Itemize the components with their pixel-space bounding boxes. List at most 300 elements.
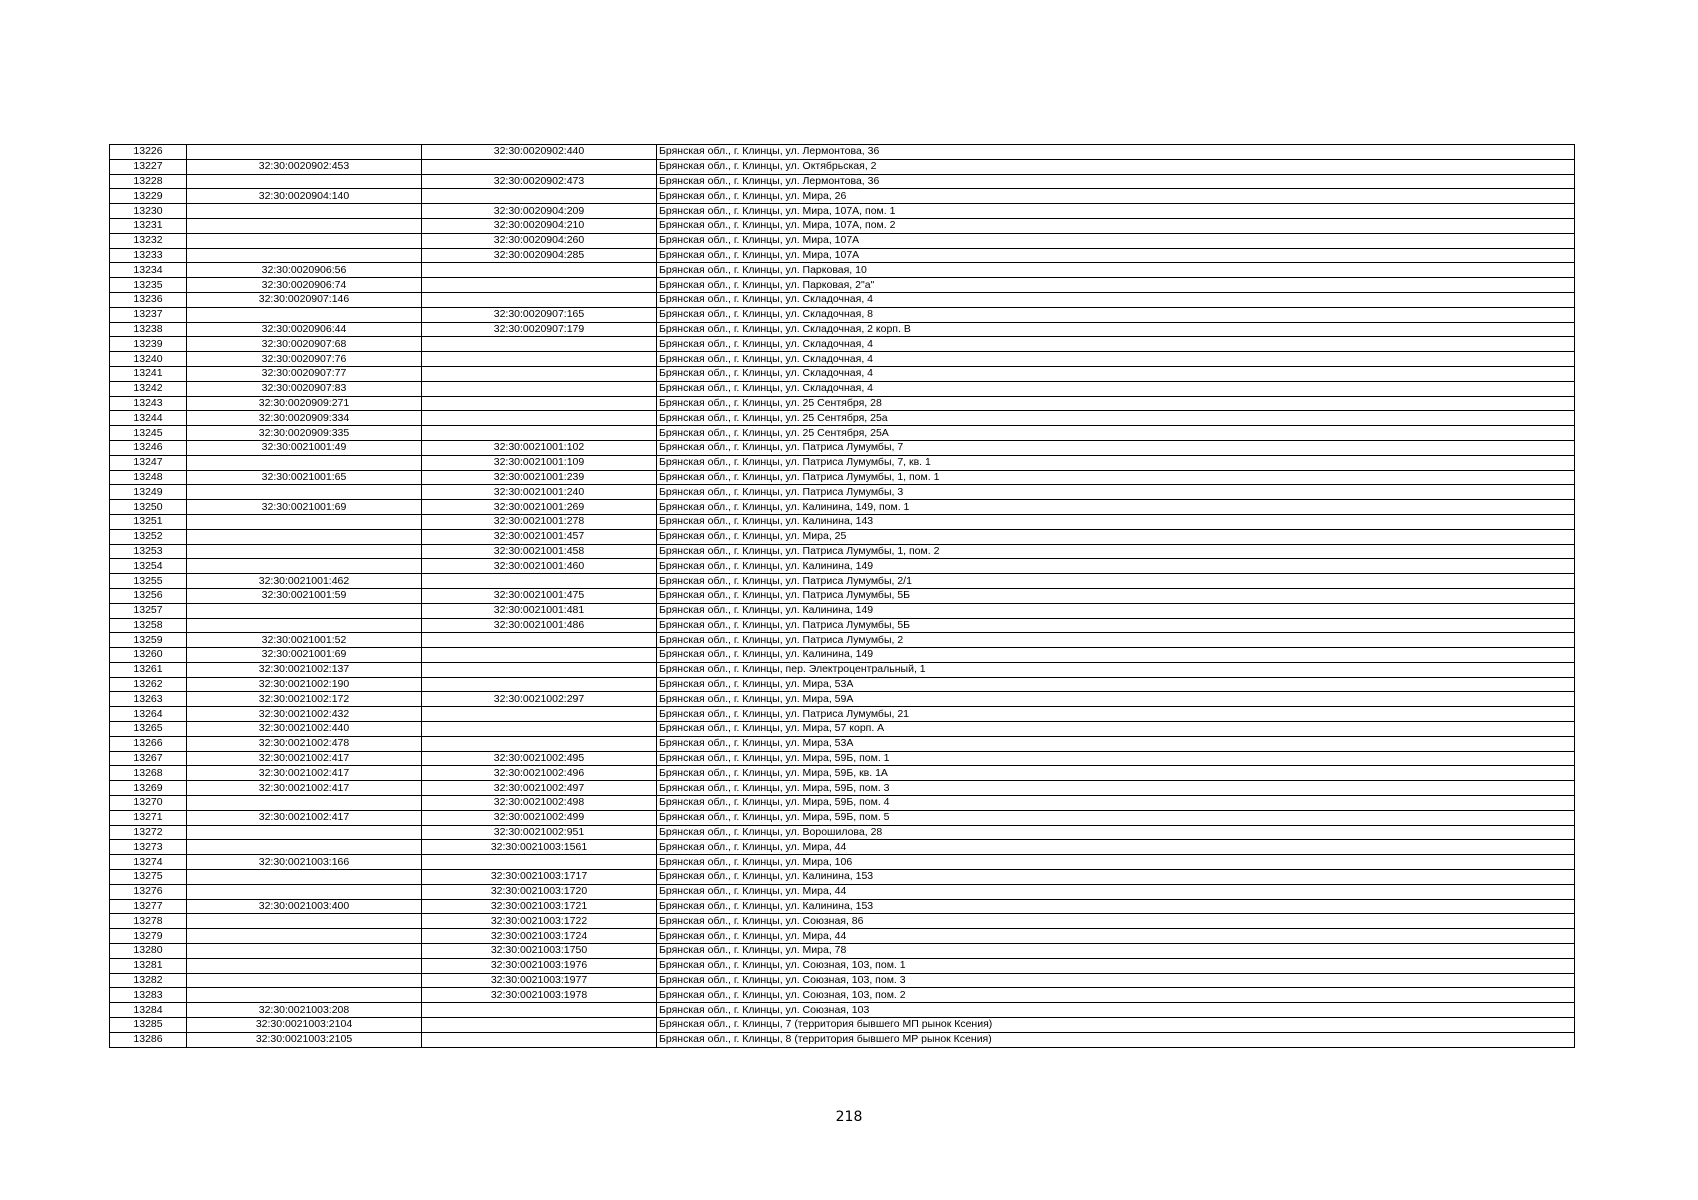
table-row xyxy=(110,204,1575,219)
building-cadastral-number-cell: 32:30:0020904:260 xyxy=(422,233,657,248)
table-row xyxy=(110,662,1575,677)
address-cell: Брянская обл., г. Клинцы, ул. Мира, 107А, пом. 2 xyxy=(657,218,1575,233)
address-cell: Брянская обл., г. Клинцы, ул. Мира, 107А xyxy=(657,233,1575,248)
address-cell: Брянская обл., г. Клинцы, ул. Мира, 107А, пом. 1 xyxy=(657,204,1575,219)
land-cadastral-number-cell: 32:30:0021001:69 xyxy=(187,648,422,663)
land-cadastral-number-cell: 32:30:0020904:140 xyxy=(187,189,422,204)
address-cell: Брянская обл., г. Клинцы, 7 (территория бывшего МП рынок Ксения) xyxy=(657,1018,1575,1033)
row-number-cell: 13249 xyxy=(110,485,187,500)
building-cadastral-number-cell: 32:30:0021001:460 xyxy=(422,559,657,574)
address-cell: Брянская обл., г. Клинцы, ул. 25 Сентября, 28 xyxy=(657,396,1575,411)
building-cadastral-number-cell: 32:30:0021001:475 xyxy=(422,588,657,603)
address-cell: Брянская обл., г. Клинцы, ул. Патриса Лумумбы, 7 xyxy=(657,440,1575,455)
land-cadastral-number-cell: 32:30:0020909:271 xyxy=(187,396,422,411)
table-row xyxy=(110,633,1575,648)
row-number-cell: 13276 xyxy=(110,884,187,899)
row-number-cell: 13261 xyxy=(110,662,187,677)
row-number-cell: 13228 xyxy=(110,174,187,189)
address-cell: Брянская обл., г. Клинцы, ул. Мира, 53А xyxy=(657,677,1575,692)
table-row xyxy=(110,233,1575,248)
row-number-cell: 13233 xyxy=(110,248,187,263)
table-row xyxy=(110,751,1575,766)
building-cadastral-number-cell: 32:30:0021001:481 xyxy=(422,603,657,618)
building-cadastral-number-cell xyxy=(422,1003,657,1018)
table-row xyxy=(110,884,1575,899)
row-number-cell: 13280 xyxy=(110,944,187,959)
row-number-cell: 13253 xyxy=(110,544,187,559)
address-cell: Брянская обл., г. Клинцы, ул. Мира, 106 xyxy=(657,855,1575,870)
table-row xyxy=(110,958,1575,973)
building-cadastral-number-cell: 32:30:0020904:209 xyxy=(422,204,657,219)
building-cadastral-number-cell: 32:30:0020904:210 xyxy=(422,218,657,233)
table-row xyxy=(110,722,1575,737)
table-row xyxy=(110,973,1575,988)
land-cadastral-number-cell xyxy=(187,796,422,811)
land-cadastral-number-cell: 32:30:0020907:77 xyxy=(187,366,422,381)
land-cadastral-number-cell: 32:30:0021002:190 xyxy=(187,677,422,692)
address-cell: Брянская обл., г. Клинцы, ул. Лермонтова, 36 xyxy=(657,145,1575,160)
address-cell: Брянская обл., г. Клинцы, ул. Лермонтова, 36 xyxy=(657,174,1575,189)
land-cadastral-number-cell xyxy=(187,145,422,160)
table-row xyxy=(110,485,1575,500)
table-row xyxy=(110,855,1575,870)
table-row xyxy=(110,677,1575,692)
land-cadastral-number-cell: 32:30:0021001:69 xyxy=(187,500,422,515)
building-cadastral-number-cell xyxy=(422,1018,657,1033)
address-cell: Брянская обл., г. Клинцы, ул. Патриса Лумумбы, 1, пом. 2 xyxy=(657,544,1575,559)
address-cell: Брянская обл., г. Клинцы, ул. Мира, 59А xyxy=(657,692,1575,707)
land-cadastral-number-cell: 32:30:0021002:137 xyxy=(187,662,422,677)
table-row xyxy=(110,914,1575,929)
building-cadastral-number-cell xyxy=(422,648,657,663)
address-cell: Брянская обл., г. Клинцы, ул. Калинина, 149 xyxy=(657,559,1575,574)
row-number-cell: 13271 xyxy=(110,810,187,825)
address-cell: Брянская обл., г. Клинцы, ул. Складочная, 4 xyxy=(657,292,1575,307)
address-cell: Брянская обл., г. Клинцы, ул. 25 Сентября, 25А xyxy=(657,426,1575,441)
row-number-cell: 13269 xyxy=(110,781,187,796)
address-cell: Брянская обл., г. Клинцы, ул. Патриса Лумумбы, 7, кв. 1 xyxy=(657,455,1575,470)
building-cadastral-number-cell xyxy=(422,337,657,352)
building-cadastral-number-cell: 32:30:0021003:1721 xyxy=(422,899,657,914)
table-row xyxy=(110,381,1575,396)
land-cadastral-number-cell: 32:30:0021002:432 xyxy=(187,707,422,722)
building-cadastral-number-cell: 32:30:0021002:498 xyxy=(422,796,657,811)
table-row xyxy=(110,426,1575,441)
land-cadastral-number-cell: 32:30:0021003:400 xyxy=(187,899,422,914)
building-cadastral-number-cell: 32:30:0021003:1724 xyxy=(422,929,657,944)
row-number-cell: 13282 xyxy=(110,973,187,988)
table-row xyxy=(110,692,1575,707)
building-cadastral-number-cell: 32:30:0021002:499 xyxy=(422,810,657,825)
building-cadastral-number-cell: 32:30:0021001:486 xyxy=(422,618,657,633)
address-cell: Брянская обл., г. Клинцы, ул. Мира, 59Б, пом. 1 xyxy=(657,751,1575,766)
land-cadastral-number-cell: 32:30:0021002:417 xyxy=(187,810,422,825)
building-cadastral-number-cell: 32:30:0021001:457 xyxy=(422,529,657,544)
address-cell: Брянская обл., г. Клинцы, ул. Калинина, 149 xyxy=(657,603,1575,618)
table-row xyxy=(110,322,1575,337)
row-number-cell: 13270 xyxy=(110,796,187,811)
table-row xyxy=(110,870,1575,885)
building-cadastral-number-cell: 32:30:0020907:165 xyxy=(422,307,657,322)
address-cell: Брянская обл., г. Клинцы, ул. Патриса Лумумбы, 3 xyxy=(657,485,1575,500)
land-cadastral-number-cell xyxy=(187,218,422,233)
address-cell: Брянская обл., г. Клинцы, ул. Мира, 107А xyxy=(657,248,1575,263)
building-cadastral-number-cell: 32:30:0020904:285 xyxy=(422,248,657,263)
row-number-cell: 13278 xyxy=(110,914,187,929)
address-cell: Брянская обл., г. Клинцы, ул. Мира, 44 xyxy=(657,929,1575,944)
address-cell: Брянская обл., г. Клинцы, пер. Электроцентральный, 1 xyxy=(657,662,1575,677)
land-cadastral-number-cell: 32:30:0020906:56 xyxy=(187,263,422,278)
address-cell: Брянская обл., г. Клинцы, ул. Мира, 44 xyxy=(657,840,1575,855)
land-cadastral-number-cell: 32:30:0021002:417 xyxy=(187,766,422,781)
land-cadastral-number-cell: 32:30:0021002:440 xyxy=(187,722,422,737)
building-cadastral-number-cell: 32:30:0021003:1717 xyxy=(422,870,657,885)
table-row xyxy=(110,470,1575,485)
row-number-cell: 13283 xyxy=(110,988,187,1003)
land-cadastral-number-cell xyxy=(187,958,422,973)
table-row xyxy=(110,766,1575,781)
building-cadastral-number-cell: 32:30:0021003:1722 xyxy=(422,914,657,929)
table-row xyxy=(110,366,1575,381)
row-number-cell: 13231 xyxy=(110,218,187,233)
address-cell: Брянская обл., г. Клинцы, 8 (территория бывшего МР рынок Ксения) xyxy=(657,1032,1575,1047)
table-row xyxy=(110,248,1575,263)
building-cadastral-number-cell: 32:30:0021002:497 xyxy=(422,781,657,796)
cadastral-registry-table xyxy=(109,144,1575,1048)
table-row xyxy=(110,263,1575,278)
building-cadastral-number-cell: 32:30:0021001:109 xyxy=(422,455,657,470)
land-cadastral-number-cell xyxy=(187,514,422,529)
row-number-cell: 13246 xyxy=(110,440,187,455)
table-row xyxy=(110,529,1575,544)
row-number-cell: 13243 xyxy=(110,396,187,411)
building-cadastral-number-cell xyxy=(422,278,657,293)
address-cell: Брянская обл., г. Клинцы, ул. Складочная, 4 xyxy=(657,352,1575,367)
row-number-cell: 13275 xyxy=(110,870,187,885)
building-cadastral-number-cell: 32:30:0021002:496 xyxy=(422,766,657,781)
address-cell: Брянская обл., г. Клинцы, ул. Патриса Лумумбы, 21 xyxy=(657,707,1575,722)
row-number-cell: 13284 xyxy=(110,1003,187,1018)
row-number-cell: 13241 xyxy=(110,366,187,381)
table-row xyxy=(110,825,1575,840)
table-row xyxy=(110,574,1575,589)
table-row xyxy=(110,189,1575,204)
table-row xyxy=(110,1018,1575,1033)
row-number-cell: 13229 xyxy=(110,189,187,204)
table-row xyxy=(110,899,1575,914)
table-row xyxy=(110,514,1575,529)
land-cadastral-number-cell: 32:30:0020902:453 xyxy=(187,159,422,174)
row-number-cell: 13285 xyxy=(110,1018,187,1033)
table-row xyxy=(110,145,1575,160)
land-cadastral-number-cell xyxy=(187,840,422,855)
row-number-cell: 13234 xyxy=(110,263,187,278)
table-row xyxy=(110,411,1575,426)
building-cadastral-number-cell: 32:30:0021001:458 xyxy=(422,544,657,559)
table-row xyxy=(110,1032,1575,1047)
address-cell: Брянская обл., г. Клинцы, ул. Мира, 59Б, кв. 1А xyxy=(657,766,1575,781)
table-row xyxy=(110,559,1575,574)
table-row xyxy=(110,159,1575,174)
table-row xyxy=(110,278,1575,293)
address-cell: Брянская обл., г. Клинцы, ул. Союзная, 103, пом. 1 xyxy=(657,958,1575,973)
building-cadastral-number-cell: 32:30:0021001:102 xyxy=(422,440,657,455)
row-number-cell: 13260 xyxy=(110,648,187,663)
row-number-cell: 13250 xyxy=(110,500,187,515)
land-cadastral-number-cell xyxy=(187,233,422,248)
row-number-cell: 13236 xyxy=(110,292,187,307)
land-cadastral-number-cell xyxy=(187,248,422,263)
address-cell: Брянская обл., г. Клинцы, ул. 25 Сентября, 25а xyxy=(657,411,1575,426)
table-row xyxy=(110,500,1575,515)
row-number-cell: 13240 xyxy=(110,352,187,367)
address-cell: Брянская обл., г. Клинцы, ул. Мира, 44 xyxy=(657,884,1575,899)
building-cadastral-number-cell: 32:30:0021003:1978 xyxy=(422,988,657,1003)
table-row xyxy=(110,544,1575,559)
address-cell: Брянская обл., г. Клинцы, ул. Парковая, 2"а" xyxy=(657,278,1575,293)
building-cadastral-number-cell: 32:30:0021003:1976 xyxy=(422,958,657,973)
row-number-cell: 13262 xyxy=(110,677,187,692)
address-cell: Брянская обл., г. Клинцы, ул. Октябрьская, 2 xyxy=(657,159,1575,174)
land-cadastral-number-cell: 32:30:0021001:59 xyxy=(187,588,422,603)
table-row xyxy=(110,1003,1575,1018)
row-number-cell: 13226 xyxy=(110,145,187,160)
table-row xyxy=(110,707,1575,722)
land-cadastral-number-cell xyxy=(187,988,422,1003)
row-number-cell: 13252 xyxy=(110,529,187,544)
land-cadastral-number-cell: 32:30:0020907:146 xyxy=(187,292,422,307)
address-cell: Брянская обл., г. Клинцы, ул. Патриса Лумумбы, 5Б xyxy=(657,588,1575,603)
building-cadastral-number-cell: 32:30:0021003:1977 xyxy=(422,973,657,988)
table-row xyxy=(110,603,1575,618)
land-cadastral-number-cell: 32:30:0021003:2105 xyxy=(187,1032,422,1047)
building-cadastral-number-cell: 32:30:0021002:297 xyxy=(422,692,657,707)
land-cadastral-number-cell xyxy=(187,307,422,322)
land-cadastral-number-cell xyxy=(187,174,422,189)
page-number: 218 xyxy=(835,1109,863,1125)
building-cadastral-number-cell: 32:30:0021001:269 xyxy=(422,500,657,515)
table-row xyxy=(110,588,1575,603)
building-cadastral-number-cell xyxy=(422,736,657,751)
table-row xyxy=(110,396,1575,411)
building-cadastral-number-cell: 32:30:0021001:240 xyxy=(422,485,657,500)
row-number-cell: 13274 xyxy=(110,855,187,870)
land-cadastral-number-cell: 32:30:0021001:52 xyxy=(187,633,422,648)
address-cell: Брянская обл., г. Клинцы, ул. Мира, 78 xyxy=(657,944,1575,959)
row-number-cell: 13259 xyxy=(110,633,187,648)
building-cadastral-number-cell xyxy=(422,633,657,648)
address-cell: Брянская обл., г. Клинцы, ул. Складочная, 4 xyxy=(657,381,1575,396)
building-cadastral-number-cell: 32:30:0020902:440 xyxy=(422,145,657,160)
table-row xyxy=(110,796,1575,811)
row-number-cell: 13227 xyxy=(110,159,187,174)
address-cell: Брянская обл., г. Клинцы, ул. Складочная, 4 xyxy=(657,366,1575,381)
row-number-cell: 13248 xyxy=(110,470,187,485)
address-cell: Брянская обл., г. Клинцы, ул. Мира, 53А xyxy=(657,736,1575,751)
land-cadastral-number-cell xyxy=(187,559,422,574)
registry-table-body xyxy=(110,145,1575,1048)
table-row xyxy=(110,840,1575,855)
table-row xyxy=(110,944,1575,959)
building-cadastral-number-cell xyxy=(422,1032,657,1047)
row-number-cell: 13237 xyxy=(110,307,187,322)
building-cadastral-number-cell xyxy=(422,707,657,722)
table-row xyxy=(110,618,1575,633)
building-cadastral-number-cell xyxy=(422,381,657,396)
table-row xyxy=(110,736,1575,751)
row-number-cell: 13245 xyxy=(110,426,187,441)
row-number-cell: 13264 xyxy=(110,707,187,722)
address-cell: Брянская обл., г. Клинцы, ул. Складочная, 2 корп. В xyxy=(657,322,1575,337)
building-cadastral-number-cell: 32:30:0020902:473 xyxy=(422,174,657,189)
building-cadastral-number-cell xyxy=(422,662,657,677)
land-cadastral-number-cell xyxy=(187,884,422,899)
land-cadastral-number-cell xyxy=(187,944,422,959)
row-number-cell: 13273 xyxy=(110,840,187,855)
table-row xyxy=(110,337,1575,352)
land-cadastral-number-cell: 32:30:0021002:417 xyxy=(187,781,422,796)
row-number-cell: 13257 xyxy=(110,603,187,618)
building-cadastral-number-cell xyxy=(422,677,657,692)
building-cadastral-number-cell: 32:30:0021002:951 xyxy=(422,825,657,840)
land-cadastral-number-cell: 32:30:0021001:49 xyxy=(187,440,422,455)
address-cell: Брянская обл., г. Клинцы, ул. Складочная, 8 xyxy=(657,307,1575,322)
address-cell: Брянская обл., г. Клинцы, ул. Мира, 59Б, пом. 3 xyxy=(657,781,1575,796)
address-cell: Брянская обл., г. Клинцы, ул. Мира, 59Б, пом. 5 xyxy=(657,810,1575,825)
address-cell: Брянская обл., г. Клинцы, ул. Союзная, 86 xyxy=(657,914,1575,929)
row-number-cell: 13268 xyxy=(110,766,187,781)
address-cell: Брянская обл., г. Клинцы, ул. Калинина, 143 xyxy=(657,514,1575,529)
address-cell: Брянская обл., г. Клинцы, ул. Складочная, 4 xyxy=(657,337,1575,352)
table-row xyxy=(110,174,1575,189)
land-cadastral-number-cell: 32:30:0021003:166 xyxy=(187,855,422,870)
land-cadastral-number-cell: 32:30:0021003:208 xyxy=(187,1003,422,1018)
building-cadastral-number-cell xyxy=(422,396,657,411)
table-row xyxy=(110,218,1575,233)
land-cadastral-number-cell xyxy=(187,485,422,500)
row-number-cell: 13267 xyxy=(110,751,187,766)
building-cadastral-number-cell: 32:30:0021003:1720 xyxy=(422,884,657,899)
building-cadastral-number-cell xyxy=(422,426,657,441)
building-cadastral-number-cell: 32:30:0021003:1561 xyxy=(422,840,657,855)
building-cadastral-number-cell: 32:30:0021003:1750 xyxy=(422,944,657,959)
land-cadastral-number-cell xyxy=(187,914,422,929)
land-cadastral-number-cell: 32:30:0020909:335 xyxy=(187,426,422,441)
building-cadastral-number-cell xyxy=(422,159,657,174)
address-cell: Брянская обл., г. Клинцы, ул. Калинина, 149 xyxy=(657,648,1575,663)
address-cell: Брянская обл., г. Клинцы, ул. Патриса Лумумбы, 2/1 xyxy=(657,574,1575,589)
row-number-cell: 13258 xyxy=(110,618,187,633)
land-cadastral-number-cell xyxy=(187,870,422,885)
land-cadastral-number-cell xyxy=(187,929,422,944)
building-cadastral-number-cell xyxy=(422,574,657,589)
row-number-cell: 13263 xyxy=(110,692,187,707)
row-number-cell: 13251 xyxy=(110,514,187,529)
land-cadastral-number-cell xyxy=(187,618,422,633)
address-cell: Брянская обл., г. Клинцы, ул. Союзная, 103 xyxy=(657,1003,1575,1018)
land-cadastral-number-cell: 32:30:0021001:462 xyxy=(187,574,422,589)
row-number-cell: 13247 xyxy=(110,455,187,470)
address-cell: Брянская обл., г. Клинцы, ул. Патриса Лумумбы, 2 xyxy=(657,633,1575,648)
row-number-cell: 13272 xyxy=(110,825,187,840)
building-cadastral-number-cell xyxy=(422,855,657,870)
land-cadastral-number-cell: 32:30:0020907:68 xyxy=(187,337,422,352)
address-cell: Брянская обл., г. Клинцы, ул. Мира, 57 корп. А xyxy=(657,722,1575,737)
building-cadastral-number-cell: 32:30:0021002:495 xyxy=(422,751,657,766)
row-number-cell: 13286 xyxy=(110,1032,187,1047)
address-cell: Брянская обл., г. Клинцы, ул. Мира, 26 xyxy=(657,189,1575,204)
building-cadastral-number-cell xyxy=(422,292,657,307)
row-number-cell: 13239 xyxy=(110,337,187,352)
row-number-cell: 13256 xyxy=(110,588,187,603)
address-cell: Брянская обл., г. Клинцы, ул. Парковая, 10 xyxy=(657,263,1575,278)
row-number-cell: 13281 xyxy=(110,958,187,973)
land-cadastral-number-cell xyxy=(187,204,422,219)
land-cadastral-number-cell: 32:30:0021002:172 xyxy=(187,692,422,707)
address-cell: Брянская обл., г. Клинцы, ул. Мира, 59Б, пом. 4 xyxy=(657,796,1575,811)
building-cadastral-number-cell xyxy=(422,352,657,367)
address-cell: Брянская обл., г. Клинцы, ул. Патриса Лумумбы, 5Б xyxy=(657,618,1575,633)
table-row xyxy=(110,648,1575,663)
table-row xyxy=(110,810,1575,825)
table-row xyxy=(110,440,1575,455)
building-cadastral-number-cell xyxy=(422,722,657,737)
land-cadastral-number-cell: 32:30:0020909:334 xyxy=(187,411,422,426)
land-cadastral-number-cell xyxy=(187,544,422,559)
address-cell: Брянская обл., г. Клинцы, ул. Ворошилова, 28 xyxy=(657,825,1575,840)
row-number-cell: 13232 xyxy=(110,233,187,248)
table-row xyxy=(110,929,1575,944)
building-cadastral-number-cell xyxy=(422,189,657,204)
row-number-cell: 13242 xyxy=(110,381,187,396)
land-cadastral-number-cell xyxy=(187,603,422,618)
table-row xyxy=(110,352,1575,367)
building-cadastral-number-cell: 32:30:0020907:179 xyxy=(422,322,657,337)
building-cadastral-number-cell: 32:30:0021001:239 xyxy=(422,470,657,485)
row-number-cell: 13255 xyxy=(110,574,187,589)
land-cadastral-number-cell xyxy=(187,973,422,988)
address-cell: Брянская обл., г. Клинцы, ул. Калинина, 149, пом. 1 xyxy=(657,500,1575,515)
building-cadastral-number-cell: 32:30:0021001:278 xyxy=(422,514,657,529)
row-number-cell: 13230 xyxy=(110,204,187,219)
row-number-cell: 13254 xyxy=(110,559,187,574)
land-cadastral-number-cell: 32:30:0020907:83 xyxy=(187,381,422,396)
building-cadastral-number-cell xyxy=(422,366,657,381)
land-cadastral-number-cell: 32:30:0021003:2104 xyxy=(187,1018,422,1033)
table-row xyxy=(110,988,1575,1003)
address-cell: Брянская обл., г. Клинцы, ул. Союзная, 103, пом. 2 xyxy=(657,988,1575,1003)
land-cadastral-number-cell: 32:30:0021001:65 xyxy=(187,470,422,485)
table-row xyxy=(110,781,1575,796)
address-cell: Брянская обл., г. Клинцы, ул. Союзная, 103, пом. 3 xyxy=(657,973,1575,988)
land-cadastral-number-cell: 32:30:0021002:417 xyxy=(187,751,422,766)
land-cadastral-number-cell: 32:30:0020906:44 xyxy=(187,322,422,337)
row-number-cell: 13279 xyxy=(110,929,187,944)
land-cadastral-number-cell: 32:30:0020907:76 xyxy=(187,352,422,367)
land-cadastral-number-cell xyxy=(187,529,422,544)
address-cell: Брянская обл., г. Клинцы, ул. Калинина, 153 xyxy=(657,899,1575,914)
land-cadastral-number-cell xyxy=(187,455,422,470)
row-number-cell: 13244 xyxy=(110,411,187,426)
land-cadastral-number-cell: 32:30:0021002:478 xyxy=(187,736,422,751)
land-cadastral-number-cell xyxy=(187,825,422,840)
building-cadastral-number-cell xyxy=(422,263,657,278)
address-cell: Брянская обл., г. Клинцы, ул. Патриса Лумумбы, 1, пом. 1 xyxy=(657,470,1575,485)
land-cadastral-number-cell: 32:30:0020906:74 xyxy=(187,278,422,293)
row-number-cell: 13266 xyxy=(110,736,187,751)
table-row xyxy=(110,292,1575,307)
row-number-cell: 13235 xyxy=(110,278,187,293)
